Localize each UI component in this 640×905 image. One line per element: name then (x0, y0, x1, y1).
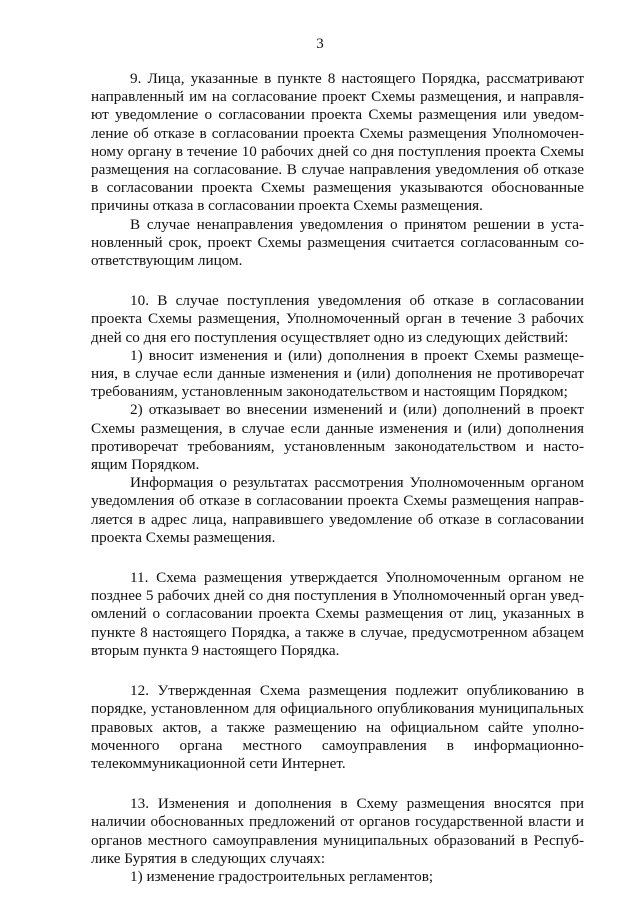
paragraph-10-info: Информация о результатах рассмотрения Уполномоченным органом уведомления об отказе в согласовании проекта Схемы размещения направляется в адрес лица, направившего уведомление об отказе в согласовании проекта Схемы размещения. (91, 474, 584, 546)
page-number: 3 (316, 36, 324, 52)
document-body (91, 70, 584, 886)
paragraph-10-item-1: 1) вносит изменения и (или) дополнения в проект Схемы размещения, в случае если данные изменения и (или) дополнения не противоречат требованиям, установленным законодательством и настоящим Порядком; (91, 346, 584, 401)
paragraph-9: 9. Лица, указанные в пункте 8 настоящего Порядка, рассматривают направленный им на согласование проект Схемы размещения, и направляют уведомление о согласовании проекта Схемы размещения или уведомление об отказе в согласовании проекта Схемы размещения Уполномоченному органу в течение 10 рабочих дней со дня поступления проекта Схемы размещения на согласование. В случае направления уведомления об отказе в согласовании проекта Схемы размещения указываются обоснованные причины отказа в согласовании проекта Схемы размещения. (91, 70, 584, 215)
paragraph-11: 11. Схема размещения утверждается Уполномоченным органом не позднее 5 рабочих дней со дня поступления в Уполномоченный орган уведомлений о согласовании проекта Схемы размещения от лиц, указанных в пункте 8 настоящего Порядка, а также в случае, предусмотренном абзацем вторым пункта 9 настоящего Порядка. (91, 569, 584, 659)
paragraph-13: 13. Изменения и дополнения в Схему размещения вносятся при наличии обоснованных предложений от органов государственной власти и органов местного самоуправления муниципальных образований в Республике Бурятия в следующих случаях: (91, 795, 584, 867)
paragraph-10-item-2: 2) отказывает во внесении изменений и (или) дополнений в проект Схемы размещения, в случае если данные изменения и (или) дополнения противоречат требованиям, установленным законодательством и настоящим Порядком. (91, 401, 584, 474)
paragraph-9-second: В случае ненаправления уведомления о принятом решении в установленный срок, проект Схемы размещения считается согласованным соответствующим лицом. (91, 215, 584, 270)
paragraph-10: 10. В случае поступления уведомления об отказе в согласовании проекта Схемы размещения, Уполномоченный орган в течение 3 рабочих дней со дня его поступления осуществляет одно из следующих действий: (91, 292, 584, 346)
paragraph-12: 12. Утвержденная Схема размещения подлежит опубликованию в порядке, установленном для официального опубликования муниципальных правовых актов, а также размещению на официальном сайте уполномоченного органа местного самоуправления в информационно-телекоммуникационной сети Интернет. (91, 682, 584, 772)
paragraph-13-item-1: 1) изменение градостроительных регламентов; (130, 867, 434, 885)
